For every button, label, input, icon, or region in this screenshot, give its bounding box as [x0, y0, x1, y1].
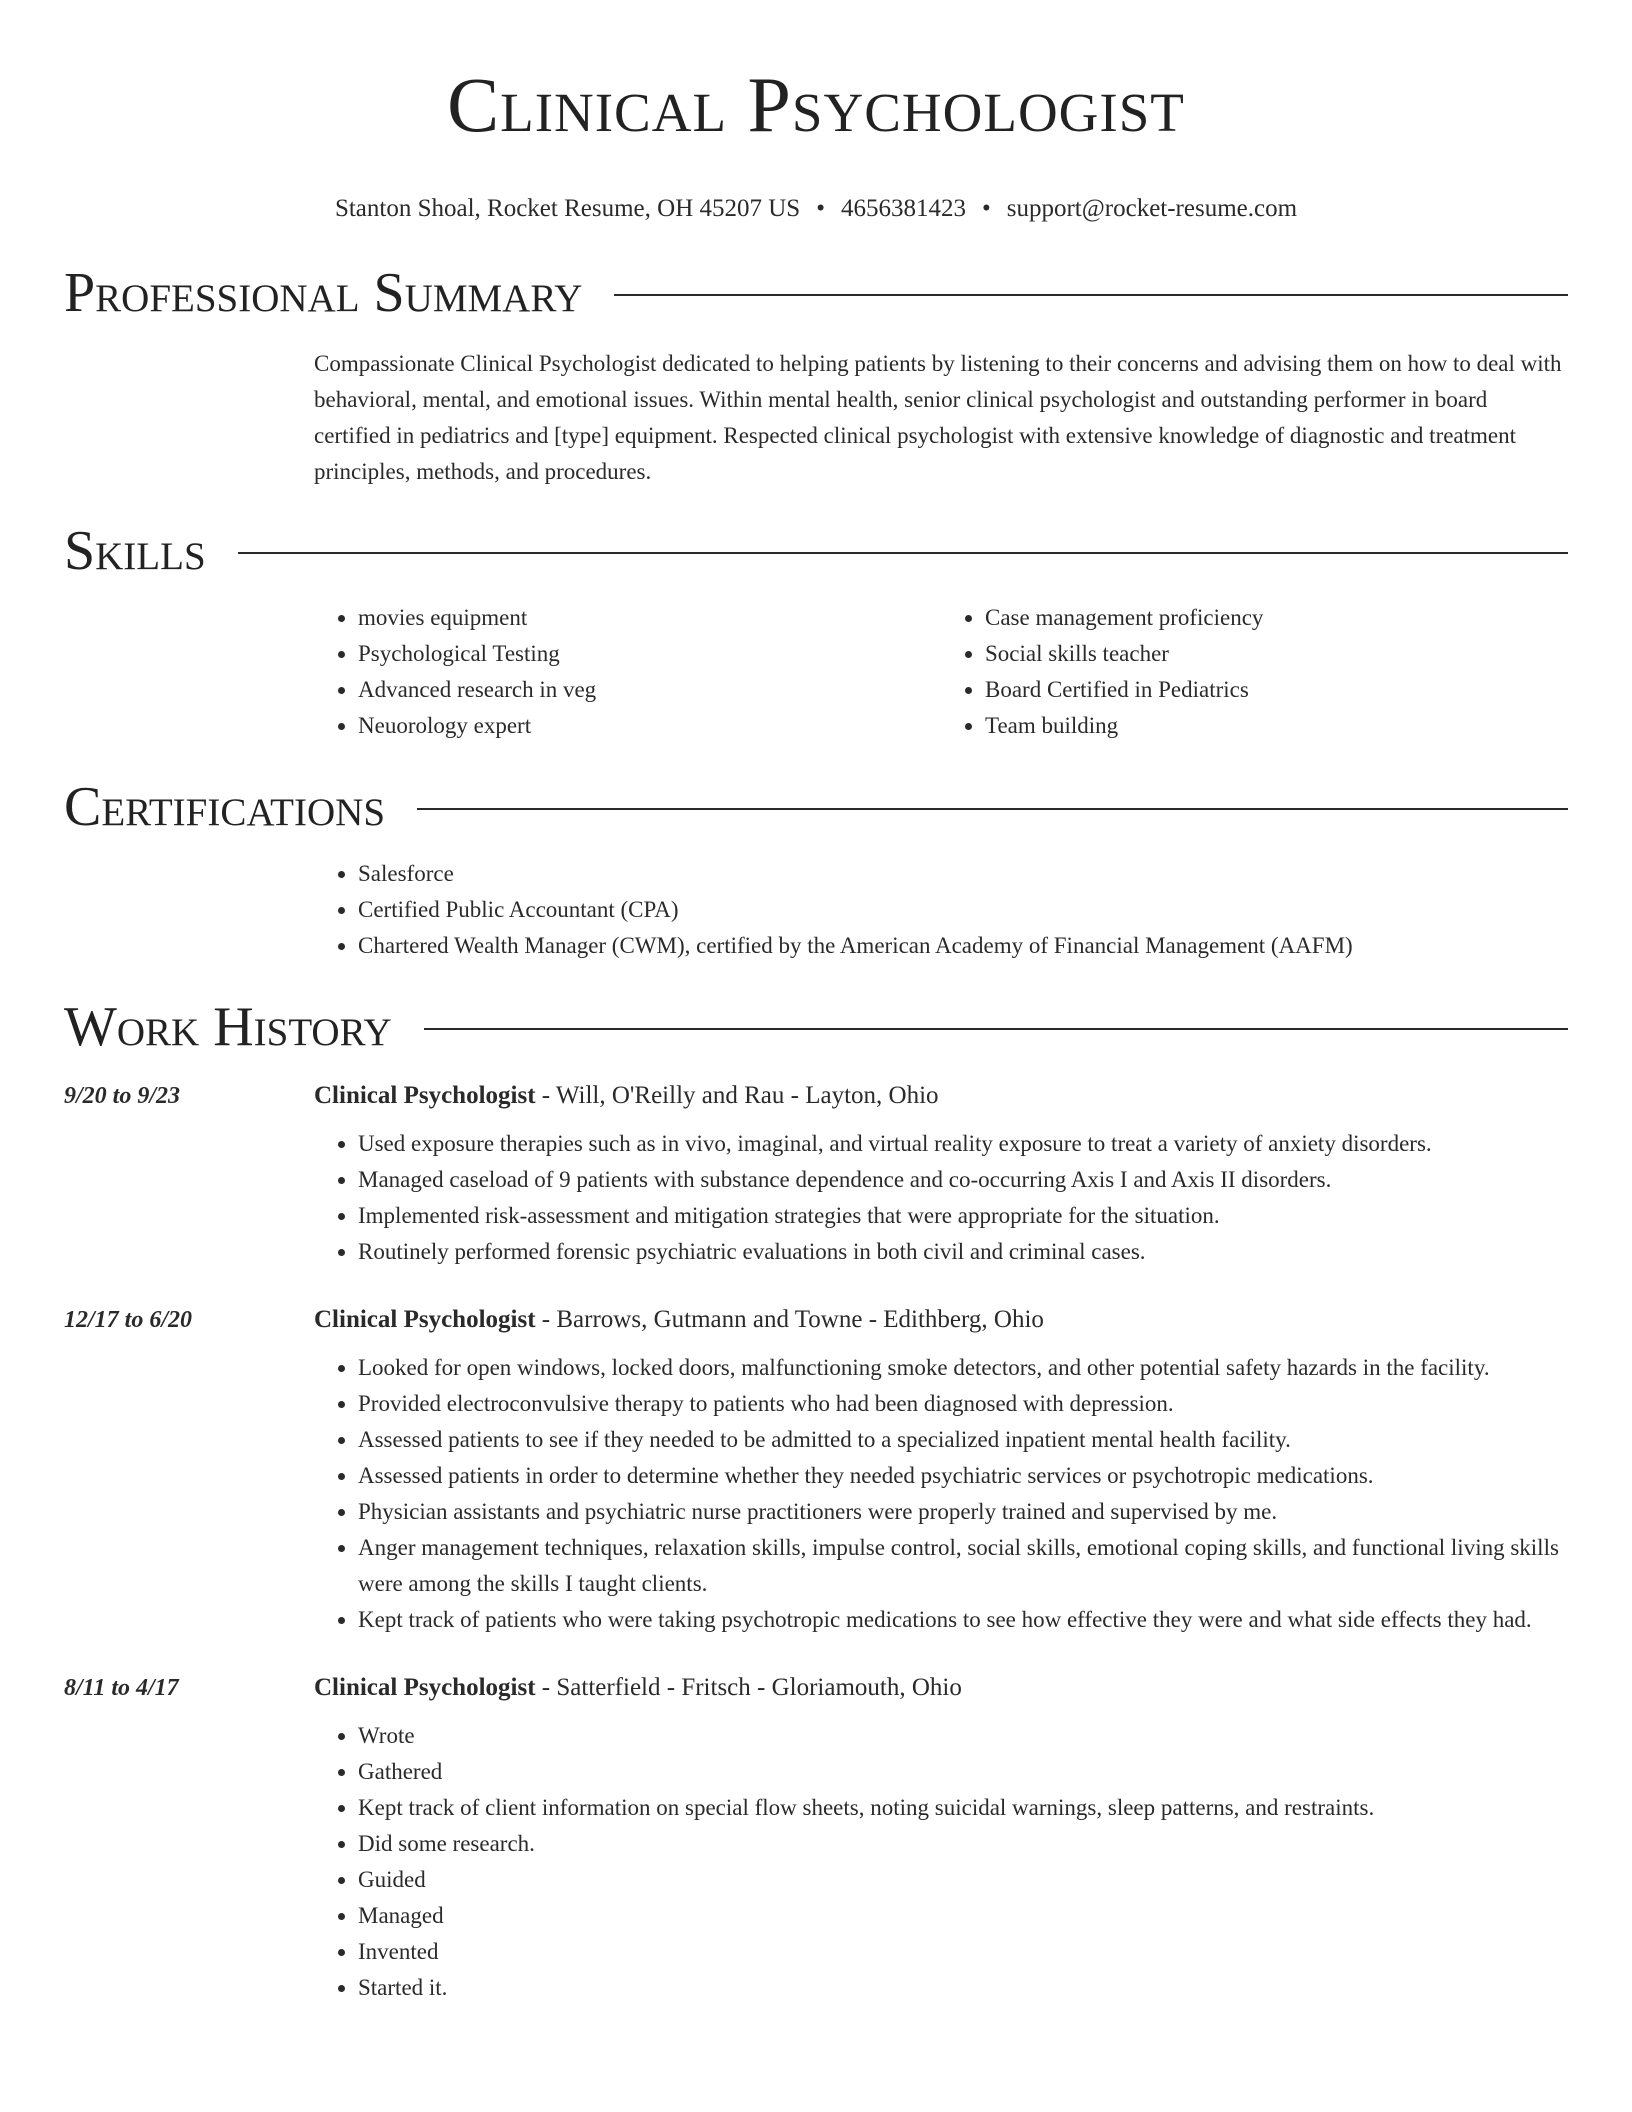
job-bullets [314, 1718, 1568, 2006]
list-item: • Anger management techniques, relaxation skills, impulse control, social skills, emotional coping skills, and functional living skills were among the skills I taught clients. [358, 1530, 1568, 1602]
list-item: • Kept track of patients who were taking psychotropic medications to see how effective they were and what side effects they had. [358, 1602, 1568, 1638]
job-body [314, 1668, 1568, 2006]
certifications-list [314, 856, 1568, 964]
list-item: • Wrote [358, 1718, 1568, 1754]
list-item: • Assessed patients to see if they needed to be admitted to a specialized inpatient mental health facility. [358, 1422, 1568, 1458]
section-divider [417, 808, 1568, 810]
list-item: • Certified Public Accountant (CPA) [358, 892, 1568, 928]
list-item: • Used exposure therapies such as in vivo, imaginal, and virtual reality exposure to treat a variety of anxiety disorders. [358, 1126, 1568, 1162]
section-title-certifications: Certifications [64, 776, 386, 838]
list-item: • Board Certified in Pediatrics [985, 672, 1568, 708]
list-item: • Social skills teacher [985, 636, 1568, 672]
email: support@rocket-resume.com [1006, 195, 1298, 222]
phone: 4656381423 [840, 195, 966, 222]
job-entry [64, 1668, 1568, 2006]
jobs-list [64, 1076, 1568, 2006]
certifications-section [64, 774, 1568, 964]
list-item: • Chartered Wealth Manager (CWM), certified by the American Academy of Financial Management (AAFM) [358, 928, 1568, 964]
job-title: Clinical Psychologist [314, 1082, 536, 1109]
section-header [64, 994, 1568, 1060]
list-item: • Routinely performed forensic psychiatric evaluations in both civil and criminal cases. [358, 1234, 1568, 1270]
job-dates: 12/17 to 6/20 [64, 1307, 193, 1333]
contact-line [64, 194, 1568, 224]
skills-list-right [941, 600, 1568, 744]
section-header [64, 518, 1568, 584]
section-title-summary: Professional Summary [64, 262, 583, 324]
section-divider [238, 552, 1568, 554]
list-item: • Physician assistants and psychiatric nurse practitioners were properly trained and supervised by me. [358, 1494, 1568, 1530]
job-dates: 8/11 to 4/17 [64, 1675, 179, 1701]
list-item: • Assessed patients in order to determine whether they needed psychiatric services or psychotropic medications. [358, 1458, 1568, 1494]
list-item: • Guided [358, 1862, 1568, 1898]
section-header [64, 260, 1568, 326]
job-employer-location: - Satterfield - Fritsch - Gloriamouth, Ohio [535, 1674, 962, 1701]
separator-dot: • [981, 195, 991, 222]
separator-dot: • [816, 195, 825, 222]
job-bullets [314, 1126, 1568, 1270]
job-heading [314, 1300, 1568, 1340]
work-history-section [64, 994, 1568, 2006]
section-title-skills: Skills [64, 520, 206, 582]
job-heading [314, 1076, 1568, 1116]
list-item: • Invented [358, 1934, 1568, 1970]
job-dates: 9/20 to 9/23 [64, 1083, 181, 1109]
list-item: • Started it. [358, 1970, 1568, 2006]
job-title: Clinical Psychologist [314, 1674, 536, 1701]
job-body [314, 1300, 1568, 1638]
list-item: • Managed [358, 1898, 1568, 1934]
list-item: • Case management proficiency [985, 600, 1568, 636]
list-item: • Provided electroconvulsive therapy to patients who had been diagnosed with depression. [358, 1386, 1568, 1422]
list-item: • movies equipment [358, 600, 941, 636]
address: Stanton Shoal, Rocket Resume, OH 45207 US [334, 195, 801, 222]
skills-section [64, 518, 1568, 744]
list-item: • Managed caseload of 9 patients with substance dependence and co-occurring Axis I and Axis II disorders. [358, 1162, 1568, 1198]
job-title: Clinical Psychologist [314, 1306, 536, 1333]
section-header [64, 774, 1568, 840]
section-title-work-history: Work History [64, 996, 392, 1058]
candidate-title: Clinical Psychologist [447, 61, 1185, 148]
skills-list-left [314, 600, 941, 744]
job-heading [314, 1668, 1568, 1708]
list-item: • Salesforce [358, 856, 1568, 892]
job-body [314, 1076, 1568, 1270]
summary-text: Compassionate Clinical Psychologist dedicated to helping patients by listening to their concerns and advising them on how to deal with behavioral, mental, and emotional issues. Within mental health, senior clinical psychologist and outstanding performer in board certified in pediatrics and [type] equipment. Respected clinical psychologist with extensive knowledge of diagnostic and treatment principles, methods, and procedures. [314, 351, 1562, 484]
summary-section [64, 260, 1568, 490]
skills-columns [314, 600, 1568, 744]
list-item: • Did some research. [358, 1826, 1568, 1862]
list-item: • Implemented risk-assessment and mitigation strategies that were appropriate for the situation. [358, 1198, 1568, 1234]
job-entry [64, 1300, 1568, 1638]
section-divider [614, 294, 1568, 296]
certifications-body [314, 856, 1568, 964]
list-item: • Gathered [358, 1754, 1568, 1790]
list-item: • Psychological Testing [358, 636, 941, 672]
list-item: • Team building [985, 708, 1568, 744]
job-bullets [314, 1350, 1568, 1638]
job-employer-location: - Will, O'Reilly and Rau - Layton, Ohio [535, 1082, 939, 1109]
job-entry [64, 1076, 1568, 1270]
list-item: • Looked for open windows, locked doors, malfunctioning smoke detectors, and other potential safety hazards in the facility. [358, 1350, 1568, 1386]
list-item: • Kept track of client information on special flow sheets, noting suicidal warnings, sleep patterns, and restraints. [358, 1790, 1568, 1826]
list-item: • Advanced research in veg [358, 672, 941, 708]
job-employer-location: - Barrows, Gutmann and Towne - Edithberg, Ohio [535, 1306, 1044, 1333]
section-divider [424, 1028, 1568, 1030]
list-item: • Neuorology expert [358, 708, 941, 744]
